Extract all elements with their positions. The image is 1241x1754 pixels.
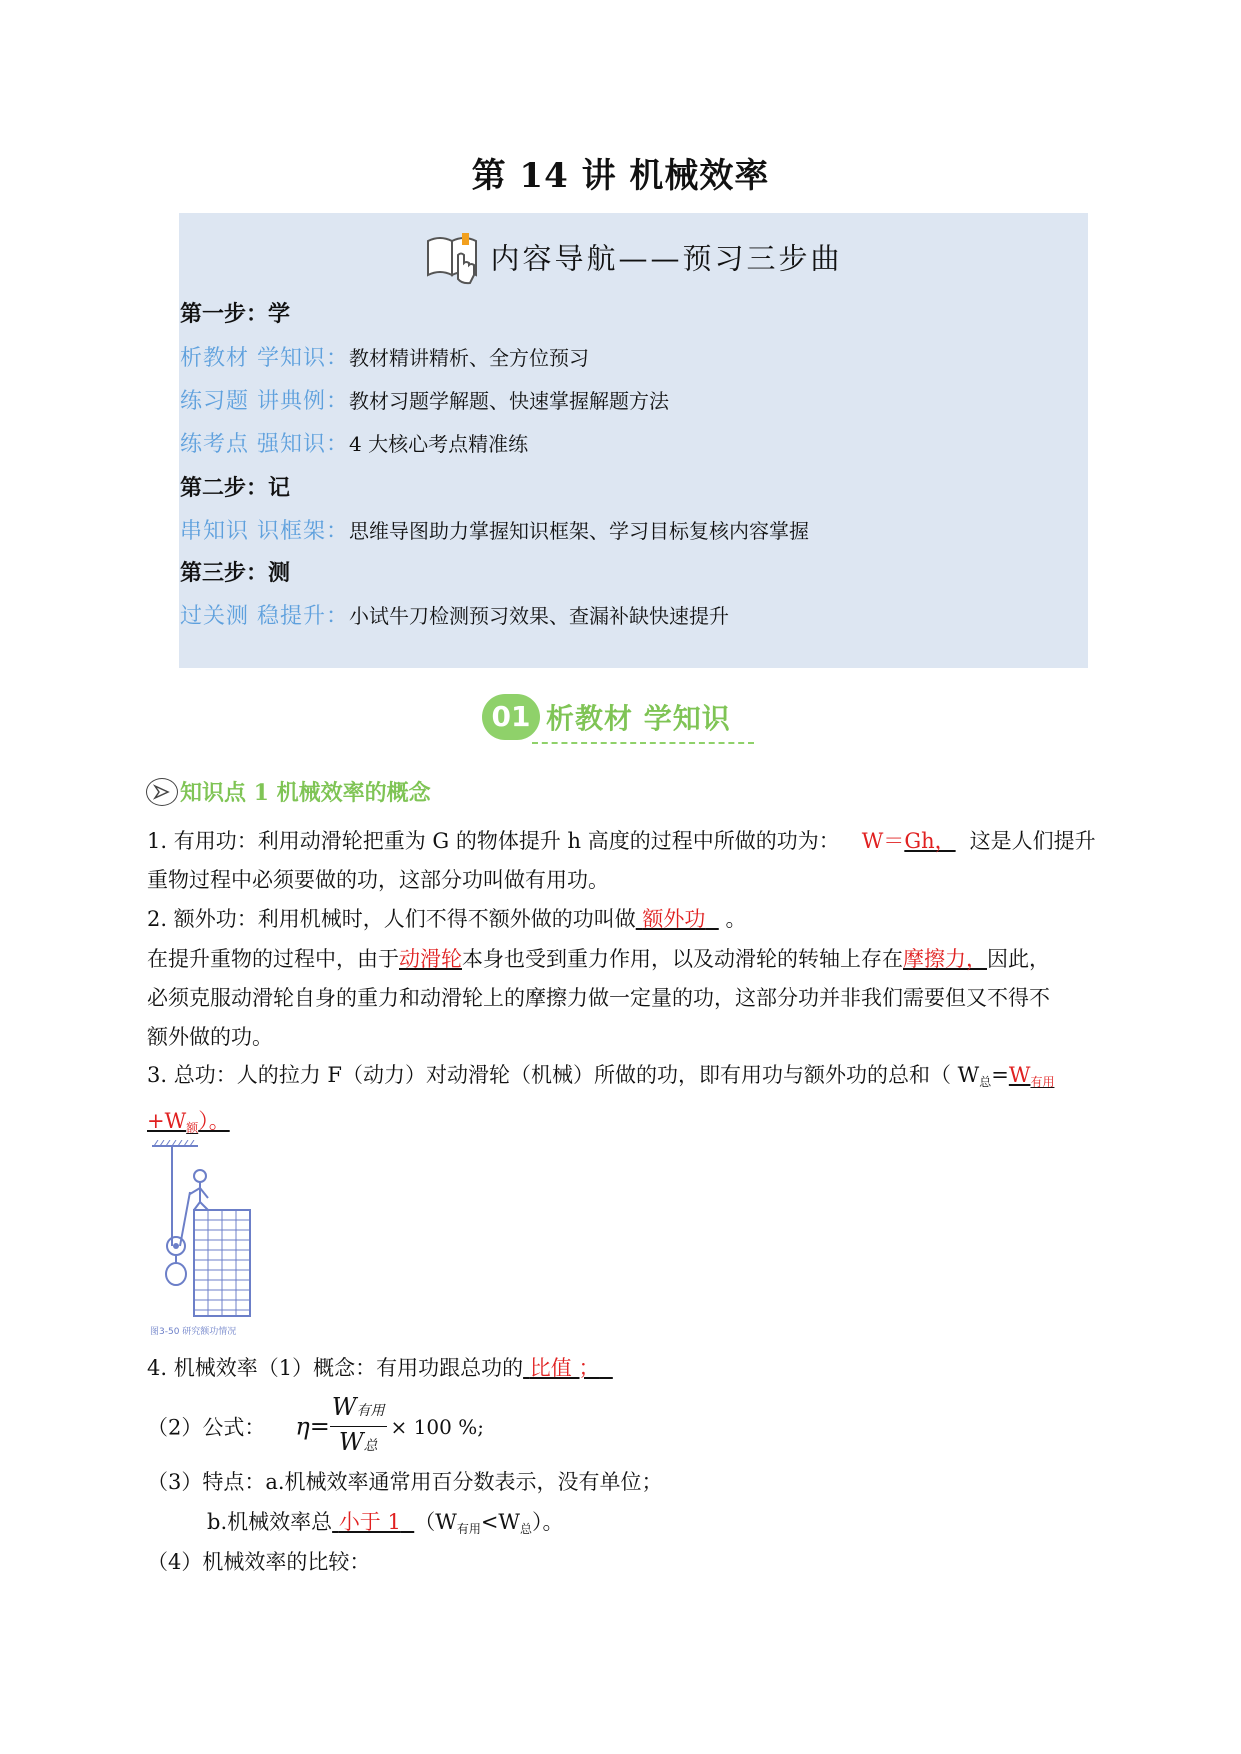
text: 1. 有用功：利用动滑轮把重为 G 的物体提升 h 高度的过程中所做的功为： (147, 829, 840, 853)
denominator-subscript: 总 (363, 1438, 378, 1454)
formula-line (147, 1392, 484, 1461)
nav-item-3 (180, 427, 528, 458)
text: = (991, 1063, 1009, 1087)
section-header (482, 694, 731, 740)
text: （2）公式： (147, 1415, 266, 1440)
paragraph-efficiency-concept (147, 1349, 613, 1388)
nav-item-highlight: 练习题 讲典例： (180, 389, 349, 414)
nav-item-2 (180, 384, 669, 415)
answer-blank: ）。 (198, 1109, 230, 1133)
text: 4. 机械效率（1）概念：有用功跟总功的 (147, 1356, 524, 1380)
denominator: W (338, 1428, 364, 1456)
paragraph-extra-work (147, 900, 746, 939)
paragraph-comparison (147, 1543, 370, 1582)
section-underline (532, 742, 754, 744)
section-title: 析教材 学知识 (546, 702, 731, 735)
content-navigation-box (179, 213, 1088, 668)
step-label: 第三步：测 (180, 560, 291, 586)
text: 额外做的功。 (147, 1025, 273, 1049)
step-label: 第二步：记 (180, 475, 291, 501)
nav-item-highlight: 过关测 稳提升： (180, 604, 349, 629)
knowledge-point-title: 知识点 1 机械效率的概念 (180, 780, 431, 806)
nav-item-5 (180, 599, 729, 630)
nav-heading (179, 229, 1088, 292)
nav-item-desc: 教材习题学解题、快速掌握解题方法 (349, 389, 669, 413)
text: 3. 总功：人的拉力 F（动力）对动滑轮（机械）所做的功，即有用功与额外功的总和（ W (147, 1063, 980, 1087)
answer-blank: 额外功 (642, 907, 706, 931)
text: （3）特点：a.机械效率通常用百分数表示，没有单位； (147, 1470, 663, 1494)
nav-item-highlight: 练考点 强知识： (180, 432, 349, 457)
text: 这是人们提升 (969, 829, 1096, 853)
text: 在提升重物的过程中，由于 (147, 947, 399, 971)
text: ）。 (532, 1510, 564, 1534)
nav-item-desc: 思维导图助力掌握知识框架、学习目标复核内容掌握 (349, 519, 809, 543)
efficiency-fraction (330, 1392, 387, 1461)
text: 重物过程中必须要做的功，这部分功叫做有用功。 (147, 868, 609, 892)
pulley-illustration (150, 1140, 260, 1320)
answer-text: W＝ (861, 829, 905, 853)
nav-item-highlight: 串知识 识框架： (180, 519, 349, 544)
text: 2. 额外功：利用机械时，人们不得不额外做的功叫做 (147, 907, 636, 931)
arrow-circle-icon (146, 778, 178, 806)
paragraph-useful-work (147, 822, 1096, 900)
nav-step-1 (180, 297, 290, 328)
nav-step-3 (180, 556, 290, 587)
answer-blank: 比值 ； (529, 1356, 600, 1380)
paragraph-total-work (147, 1056, 1054, 1148)
answer-blank: 动滑轮 (399, 947, 462, 971)
answer-blank: +W (147, 1109, 187, 1133)
subscript: 有用 (1030, 1075, 1055, 1089)
nav-step-2 (180, 471, 290, 502)
nav-item-desc: 教材精讲精析、全方位预习 (349, 346, 589, 370)
book-hand-icon (424, 229, 484, 292)
eta-symbol: η= (295, 1412, 330, 1441)
numerator-subscript: 有用 (356, 1403, 385, 1419)
nav-item-desc: 4 大核心考点精准练 (349, 432, 529, 456)
answer-blank: Gh， (904, 829, 956, 853)
knowledge-point-header (146, 776, 431, 807)
page-title: 第 14 讲 机械效率 (471, 156, 770, 196)
answer-blank: 摩擦力， (903, 947, 987, 971)
section-number-badge: 01 (482, 694, 540, 740)
text: （4）机械效率的比较： (147, 1550, 371, 1574)
text: <W (480, 1510, 521, 1534)
subscript: 总 (979, 1075, 992, 1089)
step-label: 第一步：学 (180, 301, 291, 327)
figure-caption: 图3-50 研究额功情况 (150, 1327, 237, 1337)
formula-tail: × 100 %; (390, 1414, 484, 1439)
answer-blank: 小于 1 (338, 1510, 401, 1534)
pulley-figure (150, 1140, 260, 1336)
numerator: W (331, 1393, 357, 1421)
nav-item-highlight: 析教材 学知识： (180, 346, 349, 371)
paragraph-explanation (147, 940, 1050, 1057)
subscript: 有用 (456, 1522, 481, 1536)
nav-item-1 (180, 341, 589, 372)
text: 。 (725, 907, 747, 931)
text: 因此， (987, 947, 1050, 971)
text: 本身也受到重力作用，以及动滑轮的转轴上存在 (462, 947, 903, 971)
nav-heading-text: 内容导航——预习三步曲 (490, 241, 843, 276)
text: （W (414, 1510, 457, 1534)
paragraph-feature-a (147, 1463, 663, 1502)
text: b.机械效率总 (207, 1510, 333, 1534)
nav-item-4 (180, 514, 809, 545)
subscript: 额 (186, 1121, 199, 1135)
nav-item-desc: 小试牛刀检测预习效果、查漏补缺快速提升 (349, 604, 729, 628)
text: 必须克服动滑轮自身的重力和动滑轮上的摩擦力做一定量的功，这部分功并非我们需要但又不得不 (147, 986, 1050, 1010)
answer-blank: W (1008, 1063, 1031, 1087)
subscript: 总 (520, 1522, 533, 1536)
